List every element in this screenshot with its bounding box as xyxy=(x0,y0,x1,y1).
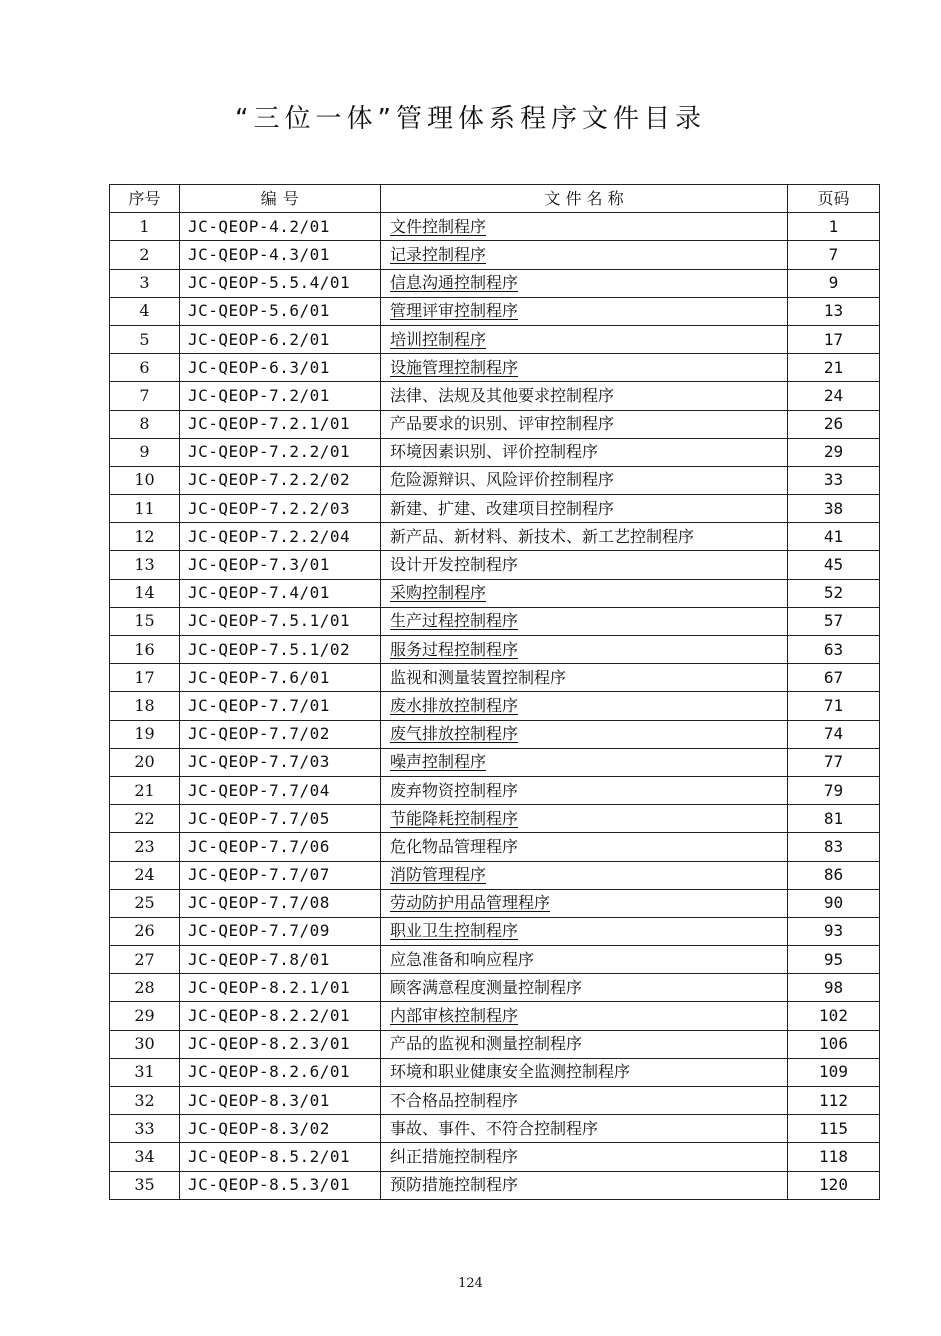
row-page: 63 xyxy=(788,636,880,664)
table-row xyxy=(110,974,880,1002)
table-header-row xyxy=(110,185,880,213)
row-seq: 29 xyxy=(110,1002,180,1030)
row-code: JC-QEOP-8.3/02 xyxy=(180,1115,381,1143)
table-row xyxy=(110,889,880,917)
row-name-cell xyxy=(381,636,788,664)
document-link[interactable]: 噪声控制程序 xyxy=(390,752,487,772)
row-seq: 25 xyxy=(110,889,180,917)
row-code: JC-QEOP-7.7/08 xyxy=(180,889,381,917)
row-seq: 15 xyxy=(110,607,180,635)
document-name: 危险源辩识、风险评价控制程序 xyxy=(390,470,615,490)
row-seq: 27 xyxy=(110,946,180,974)
document-name: 环境因素识别、评价控制程序 xyxy=(390,442,599,462)
row-name-cell xyxy=(381,495,788,523)
row-seq: 17 xyxy=(110,664,180,692)
row-page: 38 xyxy=(788,495,880,523)
row-page: 7 xyxy=(788,241,880,269)
table-row xyxy=(110,1087,880,1115)
row-seq: 30 xyxy=(110,1030,180,1058)
row-code: JC-QEOP-8.2.3/01 xyxy=(180,1030,381,1058)
table-row xyxy=(110,1143,880,1171)
row-code: JC-QEOP-4.2/01 xyxy=(180,213,381,241)
row-code: JC-QEOP-8.2.1/01 xyxy=(180,974,381,1002)
row-seq: 14 xyxy=(110,579,180,607)
table-row xyxy=(110,382,880,410)
table-row xyxy=(110,325,880,353)
page-number: 124 xyxy=(458,1276,483,1291)
table-row xyxy=(110,664,880,692)
row-name-cell xyxy=(381,1115,788,1143)
table-row xyxy=(110,213,880,241)
table-row xyxy=(110,636,880,664)
row-page: 17 xyxy=(788,325,880,353)
row-name-cell xyxy=(381,241,788,269)
row-page: 41 xyxy=(788,523,880,551)
table-row xyxy=(110,805,880,833)
toc-body xyxy=(110,213,880,1200)
row-page: 21 xyxy=(788,354,880,382)
row-seq: 10 xyxy=(110,466,180,494)
row-name-cell xyxy=(381,410,788,438)
table-row xyxy=(110,748,880,776)
table-row xyxy=(110,720,880,748)
row-seq: 34 xyxy=(110,1143,180,1171)
row-code: JC-QEOP-7.2.2/02 xyxy=(180,466,381,494)
row-name-cell xyxy=(381,438,788,466)
row-code: JC-QEOP-7.7/07 xyxy=(180,861,381,889)
document-name: 纠正措施控制程序 xyxy=(390,1146,519,1166)
row-page: 83 xyxy=(788,833,880,861)
row-page: 29 xyxy=(788,438,880,466)
row-page: 95 xyxy=(788,946,880,974)
row-name-cell xyxy=(381,297,788,325)
header-name: 文 件 名 称 xyxy=(381,185,788,213)
document-link[interactable]: 劳动防护用品管理程序 xyxy=(390,893,551,913)
document-name: 新建、扩建、改建项目控制程序 xyxy=(390,498,615,518)
document-name: 监视和测量装置控制程序 xyxy=(390,667,567,687)
row-seq: 4 xyxy=(110,297,180,325)
row-name-cell xyxy=(381,325,788,353)
document-link[interactable]: 废水排放控制程序 xyxy=(390,695,519,715)
table-row xyxy=(110,410,880,438)
row-name-cell xyxy=(381,1002,788,1030)
row-name-cell xyxy=(381,805,788,833)
row-name-cell xyxy=(381,1171,788,1199)
row-code: JC-QEOP-7.7/05 xyxy=(180,805,381,833)
row-name-cell xyxy=(381,466,788,494)
row-page: 9 xyxy=(788,269,880,297)
header-code: 编 号 xyxy=(180,185,381,213)
table-row xyxy=(110,833,880,861)
row-code: JC-QEOP-7.2.2/01 xyxy=(180,438,381,466)
document-name: 产品的监视和测量控制程序 xyxy=(390,1034,583,1054)
row-seq: 21 xyxy=(110,776,180,804)
row-page: 112 xyxy=(788,1087,880,1115)
row-name-cell xyxy=(381,664,788,692)
row-seq: 5 xyxy=(110,325,180,353)
document-link[interactable]: 采购控制程序 xyxy=(390,583,487,603)
row-code: JC-QEOP-7.3/01 xyxy=(180,551,381,579)
row-name-cell xyxy=(381,213,788,241)
row-code: JC-QEOP-7.5.1/01 xyxy=(180,607,381,635)
row-seq: 1 xyxy=(110,213,180,241)
row-code: JC-QEOP-7.6/01 xyxy=(180,664,381,692)
row-code: JC-QEOP-5.6/01 xyxy=(180,297,381,325)
document-name: 废弃物资控制程序 xyxy=(390,780,519,800)
row-page: 81 xyxy=(788,805,880,833)
table-row xyxy=(110,354,880,382)
row-name-cell xyxy=(381,917,788,945)
document-link[interactable]: 管理评审控制程序 xyxy=(390,301,519,321)
row-page: 98 xyxy=(788,974,880,1002)
row-code: JC-QEOP-7.7/06 xyxy=(180,833,381,861)
row-code: JC-QEOP-8.5.2/01 xyxy=(180,1143,381,1171)
row-name-cell xyxy=(381,1058,788,1086)
table-row xyxy=(110,551,880,579)
row-seq: 24 xyxy=(110,861,180,889)
row-seq: 23 xyxy=(110,833,180,861)
row-seq: 33 xyxy=(110,1115,180,1143)
document-name: 事故、事件、不符合控制程序 xyxy=(390,1118,599,1138)
table-row xyxy=(110,946,880,974)
row-code: JC-QEOP-7.5.1/02 xyxy=(180,636,381,664)
document-link[interactable]: 消防管理程序 xyxy=(390,865,487,885)
table-row xyxy=(110,466,880,494)
row-code: JC-QEOP-5.5.4/01 xyxy=(180,269,381,297)
document-link[interactable]: 废气排放控制程序 xyxy=(390,724,519,744)
row-name-cell xyxy=(381,354,788,382)
row-seq: 35 xyxy=(110,1171,180,1199)
table-row xyxy=(110,861,880,889)
table-row xyxy=(110,241,880,269)
table-row xyxy=(110,495,880,523)
document-name: 危化物品管理程序 xyxy=(390,836,519,856)
row-name-cell xyxy=(381,889,788,917)
table-row xyxy=(110,523,880,551)
table-row xyxy=(110,438,880,466)
document-name: 产品要求的识别、评审控制程序 xyxy=(390,414,615,434)
row-seq: 26 xyxy=(110,917,180,945)
row-page: 52 xyxy=(788,579,880,607)
row-seq: 16 xyxy=(110,636,180,664)
document-link[interactable]: 职业卫生控制程序 xyxy=(390,921,519,941)
row-page: 109 xyxy=(788,1058,880,1086)
row-name-cell xyxy=(381,269,788,297)
document-link[interactable]: 节能降耗控制程序 xyxy=(390,808,519,828)
header-page: 页码 xyxy=(788,185,880,213)
row-code: JC-QEOP-7.8/01 xyxy=(180,946,381,974)
row-page: 79 xyxy=(788,776,880,804)
row-code: JC-QEOP-7.7/03 xyxy=(180,748,381,776)
toc-table xyxy=(109,184,880,1200)
document-link[interactable]: 文件控制程序 xyxy=(390,216,487,236)
row-page: 93 xyxy=(788,917,880,945)
table-row xyxy=(110,297,880,325)
document-name: 不合格品控制程序 xyxy=(390,1090,519,1110)
row-code: JC-QEOP-8.2.2/01 xyxy=(180,1002,381,1030)
row-seq: 18 xyxy=(110,692,180,720)
row-seq: 3 xyxy=(110,269,180,297)
row-seq: 19 xyxy=(110,720,180,748)
document-link[interactable]: 内部审核控制程序 xyxy=(390,1006,519,1026)
row-name-cell xyxy=(381,776,788,804)
table-row xyxy=(110,607,880,635)
row-seq: 6 xyxy=(110,354,180,382)
table-row xyxy=(110,1030,880,1058)
row-code: JC-QEOP-8.2.6/01 xyxy=(180,1058,381,1086)
row-seq: 8 xyxy=(110,410,180,438)
row-name-cell xyxy=(381,523,788,551)
table-row xyxy=(110,692,880,720)
row-page: 74 xyxy=(788,720,880,748)
document-link[interactable]: 设施管理控制程序 xyxy=(390,357,519,377)
row-name-cell xyxy=(381,692,788,720)
row-name-cell xyxy=(381,1030,788,1058)
table-row xyxy=(110,1058,880,1086)
row-code: JC-QEOP-7.2.1/01 xyxy=(180,410,381,438)
row-name-cell xyxy=(381,861,788,889)
row-name-cell xyxy=(381,720,788,748)
header-seq: 序号 xyxy=(110,185,180,213)
row-page: 90 xyxy=(788,889,880,917)
row-name-cell xyxy=(381,551,788,579)
row-page: 120 xyxy=(788,1171,880,1199)
row-code: JC-QEOP-7.2/01 xyxy=(180,382,381,410)
row-code: JC-QEOP-7.7/01 xyxy=(180,692,381,720)
row-page: 45 xyxy=(788,551,880,579)
row-seq: 13 xyxy=(110,551,180,579)
document-name: 设计开发控制程序 xyxy=(390,555,519,575)
row-name-cell xyxy=(381,946,788,974)
row-code: JC-QEOP-6.2/01 xyxy=(180,325,381,353)
table-row xyxy=(110,1115,880,1143)
row-name-cell xyxy=(381,1087,788,1115)
document-name: 预防措施控制程序 xyxy=(390,1175,519,1195)
row-seq: 28 xyxy=(110,974,180,1002)
row-name-cell xyxy=(381,579,788,607)
row-page: 1 xyxy=(788,213,880,241)
row-page: 57 xyxy=(788,607,880,635)
row-page: 77 xyxy=(788,748,880,776)
document-link[interactable]: 培训控制程序 xyxy=(390,329,487,349)
row-name-cell xyxy=(381,748,788,776)
document-link[interactable]: 记录控制程序 xyxy=(390,244,487,264)
document-name: 应急准备和响应程序 xyxy=(390,949,535,969)
row-code: JC-QEOP-7.7/04 xyxy=(180,776,381,804)
row-code: JC-QEOP-7.4/01 xyxy=(180,579,381,607)
row-name-cell xyxy=(381,607,788,635)
row-seq: 9 xyxy=(110,438,180,466)
row-seq: 7 xyxy=(110,382,180,410)
table-row xyxy=(110,776,880,804)
table-row xyxy=(110,269,880,297)
table-row xyxy=(110,1171,880,1199)
row-seq: 20 xyxy=(110,748,180,776)
row-name-cell xyxy=(381,1143,788,1171)
table-row xyxy=(110,917,880,945)
table-row xyxy=(110,1002,880,1030)
row-page: 26 xyxy=(788,410,880,438)
row-code: JC-QEOP-7.7/09 xyxy=(180,917,381,945)
table-row xyxy=(110,579,880,607)
row-code: JC-QEOP-7.2.2/03 xyxy=(180,495,381,523)
document-link[interactable]: 服务过程控制程序 xyxy=(390,639,519,659)
row-seq: 12 xyxy=(110,523,180,551)
row-seq: 2 xyxy=(110,241,180,269)
row-page: 106 xyxy=(788,1030,880,1058)
row-name-cell xyxy=(381,833,788,861)
row-seq: 31 xyxy=(110,1058,180,1086)
row-page: 24 xyxy=(788,382,880,410)
document-link[interactable]: 生产过程控制程序 xyxy=(390,611,519,631)
row-page: 33 xyxy=(788,466,880,494)
row-code: JC-QEOP-7.2.2/04 xyxy=(180,523,381,551)
row-page: 13 xyxy=(788,297,880,325)
row-page: 71 xyxy=(788,692,880,720)
row-page: 67 xyxy=(788,664,880,692)
row-code: JC-QEOP-7.7/02 xyxy=(180,720,381,748)
document-name: 顾客满意程度测量控制程序 xyxy=(390,977,583,997)
row-name-cell xyxy=(381,382,788,410)
row-code: JC-QEOP-8.5.3/01 xyxy=(180,1171,381,1199)
row-seq: 32 xyxy=(110,1087,180,1115)
row-code: JC-QEOP-8.3/01 xyxy=(180,1087,381,1115)
document-link[interactable]: 信息沟通控制程序 xyxy=(390,273,519,293)
row-seq: 11 xyxy=(110,495,180,523)
row-seq: 22 xyxy=(110,805,180,833)
row-name-cell xyxy=(381,974,788,1002)
row-page: 115 xyxy=(788,1115,880,1143)
row-page: 118 xyxy=(788,1143,880,1171)
document-name: 环境和职业健康安全监测控制程序 xyxy=(390,1062,631,1082)
row-code: JC-QEOP-6.3/01 xyxy=(180,354,381,382)
document-name: 新产品、新材料、新技术、新工艺控制程序 xyxy=(390,526,695,546)
page-title: “三位一体”管理体系程序文件目录 xyxy=(235,104,706,134)
document-name: 法律、法规及其他要求控制程序 xyxy=(390,385,615,405)
row-page: 86 xyxy=(788,861,880,889)
row-code: JC-QEOP-4.3/01 xyxy=(180,241,381,269)
row-page: 102 xyxy=(788,1002,880,1030)
